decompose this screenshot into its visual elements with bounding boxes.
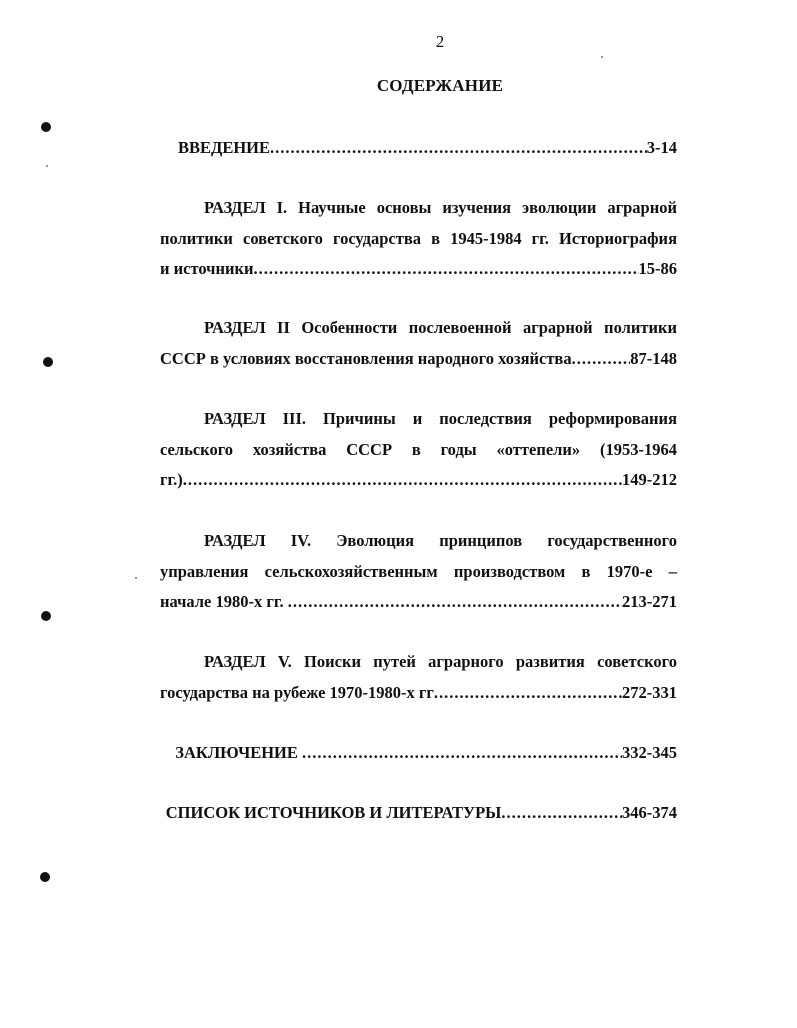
punch-hole-mark: [41, 122, 51, 132]
dot-leader: [288, 587, 622, 618]
toc-entry-sources[interactable]: [160, 798, 677, 829]
dot-leader: [434, 678, 622, 709]
punch-hole-mark: [40, 872, 50, 882]
toc-entry-line: государства на рубеже 1970-1980-х гг: [160, 682, 434, 702]
punch-hole-mark: [41, 611, 51, 621]
toc-entry-pages: 332-345: [622, 743, 677, 762]
toc-entry-section-1[interactable]: [160, 193, 677, 285]
toc-entry-pages: 3-14: [646, 138, 677, 157]
dot-leader: [183, 465, 622, 496]
scan-speck: [601, 56, 603, 58]
toc-entry-title: ЗАКЛЮЧЕНИЕ: [175, 743, 303, 762]
page-number: 2: [435, 32, 445, 51]
dot-leader: [254, 254, 639, 285]
toc-entry-title: ВВЕДЕНИЕ: [177, 138, 271, 157]
toc-entry-line: РАЗДЕЛ II Особенности послевоенной аграрной политики: [204, 318, 677, 337]
scan-speck: [135, 577, 137, 579]
toc-entry-section-5[interactable]: [160, 647, 677, 708]
toc-entry-line: РАЗДЕЛ I. Научные основы изучения эволюции аграрной: [204, 198, 677, 217]
toc-entry-pages: 346-374: [622, 803, 677, 822]
dot-leader: [270, 133, 647, 164]
dot-leader: [302, 738, 622, 769]
toc-entry-section-3[interactable]: [160, 404, 677, 496]
toc-entry-pages: 213-271: [622, 592, 677, 611]
toc-entry-line: и источники: [160, 259, 254, 278]
dot-leader: [572, 344, 631, 375]
punch-hole-mark: [43, 357, 53, 367]
toc-entry-conclusion[interactable]: [160, 738, 677, 769]
toc-entry-line: РАЗДЕЛ IV. Эволюция принципов государственного: [204, 531, 677, 550]
toc-entry-line: политики советского государства в 1945-1984 гг. Историография: [160, 228, 677, 248]
toc-entry-section-4[interactable]: [160, 526, 677, 618]
toc-entry-line: РАЗДЕЛ V. Поиски путей аграрного развития советского: [204, 652, 677, 671]
toc-entry-line: гг.): [160, 470, 183, 489]
toc-entry-line: РАЗДЕЛ III. Причины и последствия реформирования: [204, 409, 677, 428]
toc-entry-pages: 272-331: [622, 682, 677, 702]
toc-entry-intro[interactable]: [160, 133, 677, 164]
scan-speck: [46, 165, 48, 167]
toc-entry-pages: 87-148: [630, 348, 677, 368]
toc-entry-line: начале 1980-х гг.: [160, 592, 288, 611]
toc-entry-pages: 149-212: [622, 470, 677, 489]
toc-entry-line: управления сельскохозяйственным производством в 1970-е –: [160, 561, 677, 581]
toc-entry-line: СССР в условиях восстановления народного хозяйства: [160, 348, 572, 368]
toc-entry-section-2[interactable]: [160, 313, 677, 374]
page-title: СОДЕРЖАНИЕ: [376, 76, 504, 95]
dot-leader: [501, 798, 622, 829]
toc-entry-line: сельского хозяйства СССР в годы «оттепели» (1953-1964: [160, 439, 677, 459]
toc-entry-title: СПИСОК ИСТОЧНИКОВ И ЛИТЕРАТУРЫ: [165, 803, 502, 822]
toc-entry-pages: 15-86: [638, 259, 677, 278]
